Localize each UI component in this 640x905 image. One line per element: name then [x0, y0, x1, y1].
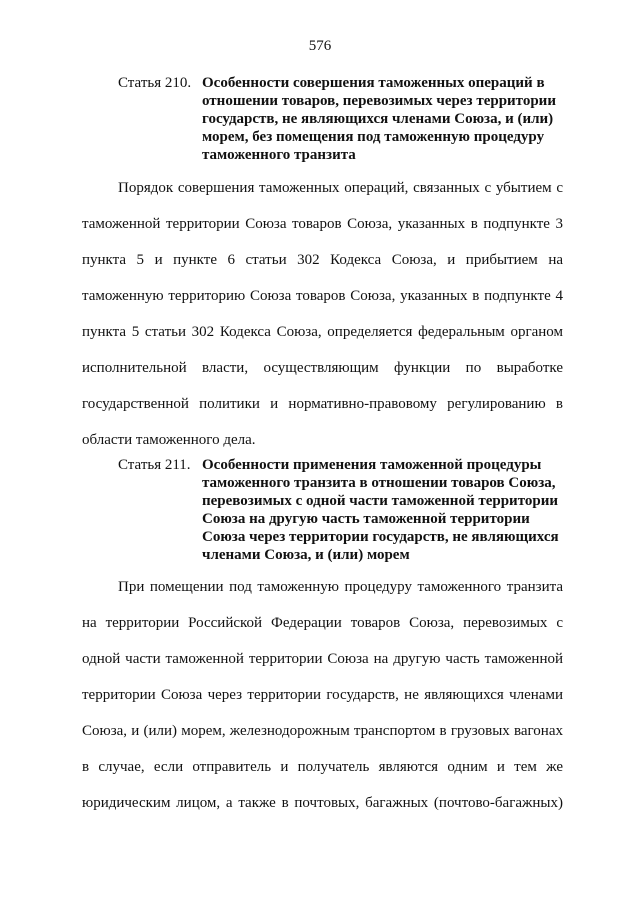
article-211-title-line: перевозимых с одной части таможенной территории: [202, 493, 558, 509]
article-210-heading: [118, 74, 580, 164]
body-line: в случае, если отправитель и получатель являются одним и тем же: [82, 759, 563, 775]
article-210-title-line: отношении товаров, перевозимых через территории: [202, 93, 556, 109]
article-211-title-line: Союза через территории государств, не являющихся: [202, 529, 559, 545]
article-210-title-line: Особенности совершения таможенных операций в: [202, 75, 545, 91]
body-line: юридическим лицом, а также в почтовых, багажных (почтово-багажных): [82, 795, 563, 811]
body-line: пункта 5 и пункте 6 статьи 302 Кодекса Союза, и прибытием на: [82, 252, 563, 268]
page-number: 576: [308, 38, 332, 54]
body-line: исполнительной власти, осуществляющим функции по выработке: [82, 360, 563, 376]
article-211-title-line: таможенного транзита в отношении товаров Союза,: [202, 475, 556, 491]
article-211-body: [82, 578, 563, 830]
body-line: таможенной территории Союза товаров Союза, указанных в подпункте 3: [82, 216, 563, 232]
body-line: пункта 5 статьи 302 Кодекса Союза, определяется федеральным органом: [82, 324, 563, 340]
body-line: таможенную территорию Союза товаров Союза, указанных в подпункте 4: [82, 288, 563, 304]
article-211-label: Статья 211.: [118, 457, 191, 473]
body-line: одной части таможенной территории Союза на другую часть таможенной: [82, 651, 563, 667]
article-210-title-line: таможенного транзита: [202, 147, 356, 163]
body-line: При помещении под таможенную процедуру таможенного транзита: [118, 579, 563, 595]
body-line: области таможенного дела.: [82, 432, 256, 448]
body-line: на территории Российской Федерации товаров Союза, перевозимых с: [82, 615, 563, 631]
article-211-title-line: Союза на другую часть таможенной территории: [202, 511, 530, 527]
article-210-label: Статья 210.: [118, 75, 192, 91]
body-line: Союза, и (или) морем, железнодорожным транспортом в грузовых вагонах: [82, 723, 563, 739]
article-211-title-line: членами Союза, и (или) морем: [202, 547, 410, 563]
article-210-title: [202, 74, 580, 164]
article-211-title: [202, 456, 580, 564]
article-210-body: [82, 179, 563, 467]
body-line: Порядок совершения таможенных операций, связанных с убытием с: [118, 180, 563, 196]
body-line: территории Союза через территории государств, не являющихся членами: [82, 687, 563, 703]
article-211-title-line: Особенности применения таможенной процедуры: [202, 457, 542, 473]
article-211-heading: [118, 456, 580, 564]
article-210-title-line: государств, не являющихся членами Союза, и (или): [202, 111, 554, 127]
body-line: государственной политики и нормативно-правовому регулированию в: [82, 396, 563, 412]
article-210-title-line: морем, без помещения под таможенную процедуру: [202, 129, 545, 145]
